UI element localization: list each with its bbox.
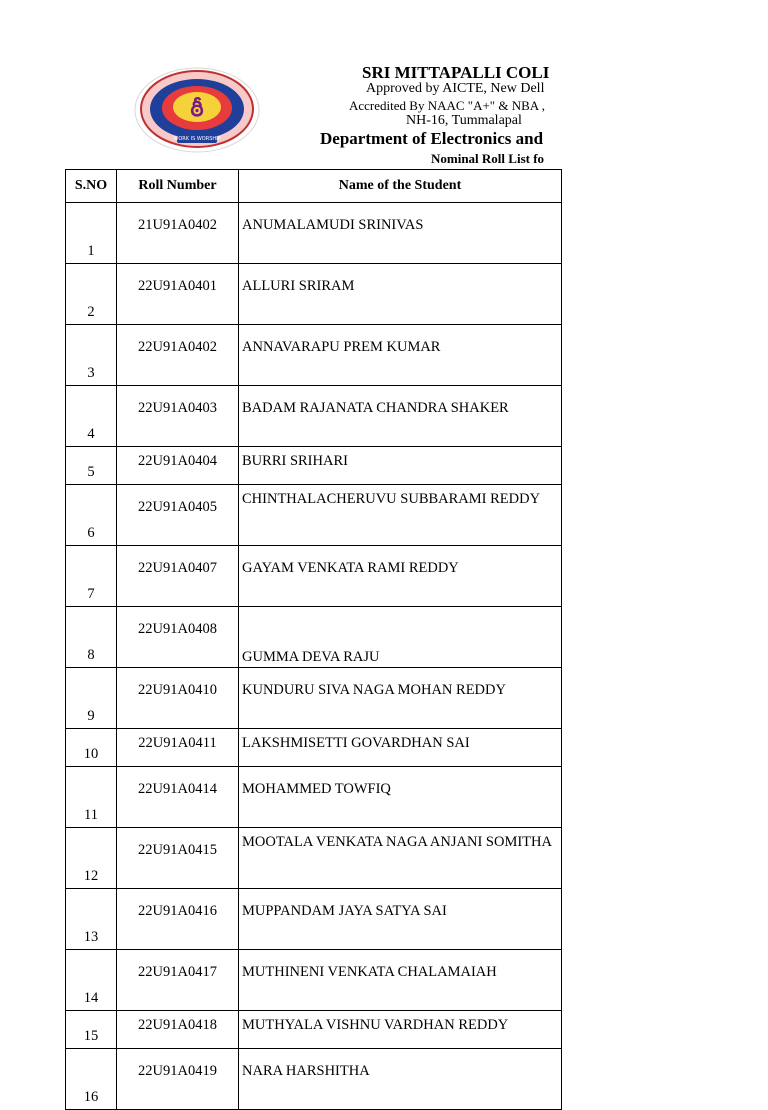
row-sno: 10: [66, 729, 117, 767]
row-student-name: MOHAMMED TOWFIQ: [239, 767, 562, 828]
row-roll-number: 22U91A0414: [117, 767, 239, 828]
row-sno: 15: [66, 1011, 117, 1049]
address-line: NH-16, Tummalapal: [406, 113, 522, 128]
table-row: [66, 729, 562, 767]
row-student-name: ANUMALAMUDI SRINIVAS: [239, 203, 562, 264]
row-sno: 14: [66, 950, 117, 1011]
row-student-name: MUTHYALA VISHNU VARDHAN REDDY: [239, 1011, 562, 1049]
row-sno: 6: [66, 485, 117, 546]
row-student-name: LAKSHMISETTI GOVARDHAN SAI: [239, 729, 562, 767]
header-roll-number: Roll Number: [117, 170, 239, 203]
table-row: [66, 767, 562, 828]
approval-line: Approved by AICTE, New Dell: [366, 81, 545, 96]
row-sno: 16: [66, 1049, 117, 1110]
row-roll-number: 22U91A0404: [117, 447, 239, 485]
row-student-name: KUNDURU SIVA NAGA MOHAN REDDY: [239, 668, 562, 729]
table-row: [66, 1049, 562, 1110]
table-row: [66, 485, 562, 546]
row-student-name: ALLURI SRIRAM: [239, 264, 562, 325]
row-sno: 8: [66, 607, 117, 668]
row-roll-number: 22U91A0415: [117, 828, 239, 889]
college-name: SRI MITTAPALLI COLI: [362, 63, 550, 82]
row-student-name: GUMMA DEVA RAJU: [239, 607, 562, 668]
row-sno: 11: [66, 767, 117, 828]
row-student-name: MUTHINENI VENKATA CHALAMAIAH: [239, 950, 562, 1011]
row-roll-number: 22U91A0401: [117, 264, 239, 325]
table-row: [66, 828, 562, 889]
row-sno: 3: [66, 325, 117, 386]
table-row: [66, 950, 562, 1011]
table-row: [66, 447, 562, 485]
row-student-name: MOOTALA VENKATA NAGA ANJANI SOMITHA: [239, 828, 562, 889]
table-row: [66, 889, 562, 950]
department-title: Department of Electronics and: [320, 129, 544, 148]
row-roll-number: 22U91A0405: [117, 485, 239, 546]
row-sno: 7: [66, 546, 117, 607]
row-student-name: ANNAVARAPU PREM KUMAR: [239, 325, 562, 386]
row-sno: 4: [66, 386, 117, 447]
table-header-row: [66, 170, 562, 203]
table-row: [66, 325, 562, 386]
row-sno: 13: [66, 889, 117, 950]
row-roll-number: 22U91A0416: [117, 889, 239, 950]
accreditation-line: Accredited By NAAC "A+" & NBA ,: [349, 98, 545, 113]
row-roll-number: 21U91A0402: [117, 203, 239, 264]
row-student-name: BURRI SRIHARI: [239, 447, 562, 485]
table-row: [66, 264, 562, 325]
row-sno: 12: [66, 828, 117, 889]
row-roll-number: 22U91A0403: [117, 386, 239, 447]
row-student-name: MUPPANDAM JAYA SATYA SAI: [239, 889, 562, 950]
table-row: [66, 607, 562, 668]
table-row: [66, 668, 562, 729]
header-student-name: Name of the Student: [239, 170, 562, 203]
row-student-name: GAYAM VENKATA RAMI REDDY: [239, 546, 562, 607]
logo-motto: WORK IS WORSHIP: [173, 136, 221, 142]
row-roll-number: 22U91A0410: [117, 668, 239, 729]
nominal-roll-table: [65, 169, 562, 1110]
row-roll-number: 22U91A0407: [117, 546, 239, 607]
row-sno: 2: [66, 264, 117, 325]
row-sno: 9: [66, 668, 117, 729]
table-row: [66, 546, 562, 607]
row-roll-number: 22U91A0402: [117, 325, 239, 386]
list-title: Nominal Roll List fo: [431, 151, 545, 166]
row-roll-number: 22U91A0408: [117, 607, 239, 668]
row-student-name: BADAM RAJANATA CHANDRA SHAKER: [239, 386, 562, 447]
row-roll-number: 22U91A0419: [117, 1049, 239, 1110]
row-roll-number: 22U91A0418: [117, 1011, 239, 1049]
header-sno: S.NO: [66, 170, 117, 203]
row-roll-number: 22U91A0417: [117, 950, 239, 1011]
table-row: [66, 1011, 562, 1049]
row-student-name: NARA HARSHITHA: [239, 1049, 562, 1110]
row-sno: 5: [66, 447, 117, 485]
table-row: [66, 203, 562, 264]
row-sno: 1: [66, 203, 117, 264]
table-row: [66, 386, 562, 447]
row-student-name: CHINTHALACHERUVU SUBBARAMI REDDY: [239, 485, 562, 546]
svg-text:ఠీ: ఠీ: [190, 97, 204, 122]
row-roll-number: 22U91A0411: [117, 729, 239, 767]
